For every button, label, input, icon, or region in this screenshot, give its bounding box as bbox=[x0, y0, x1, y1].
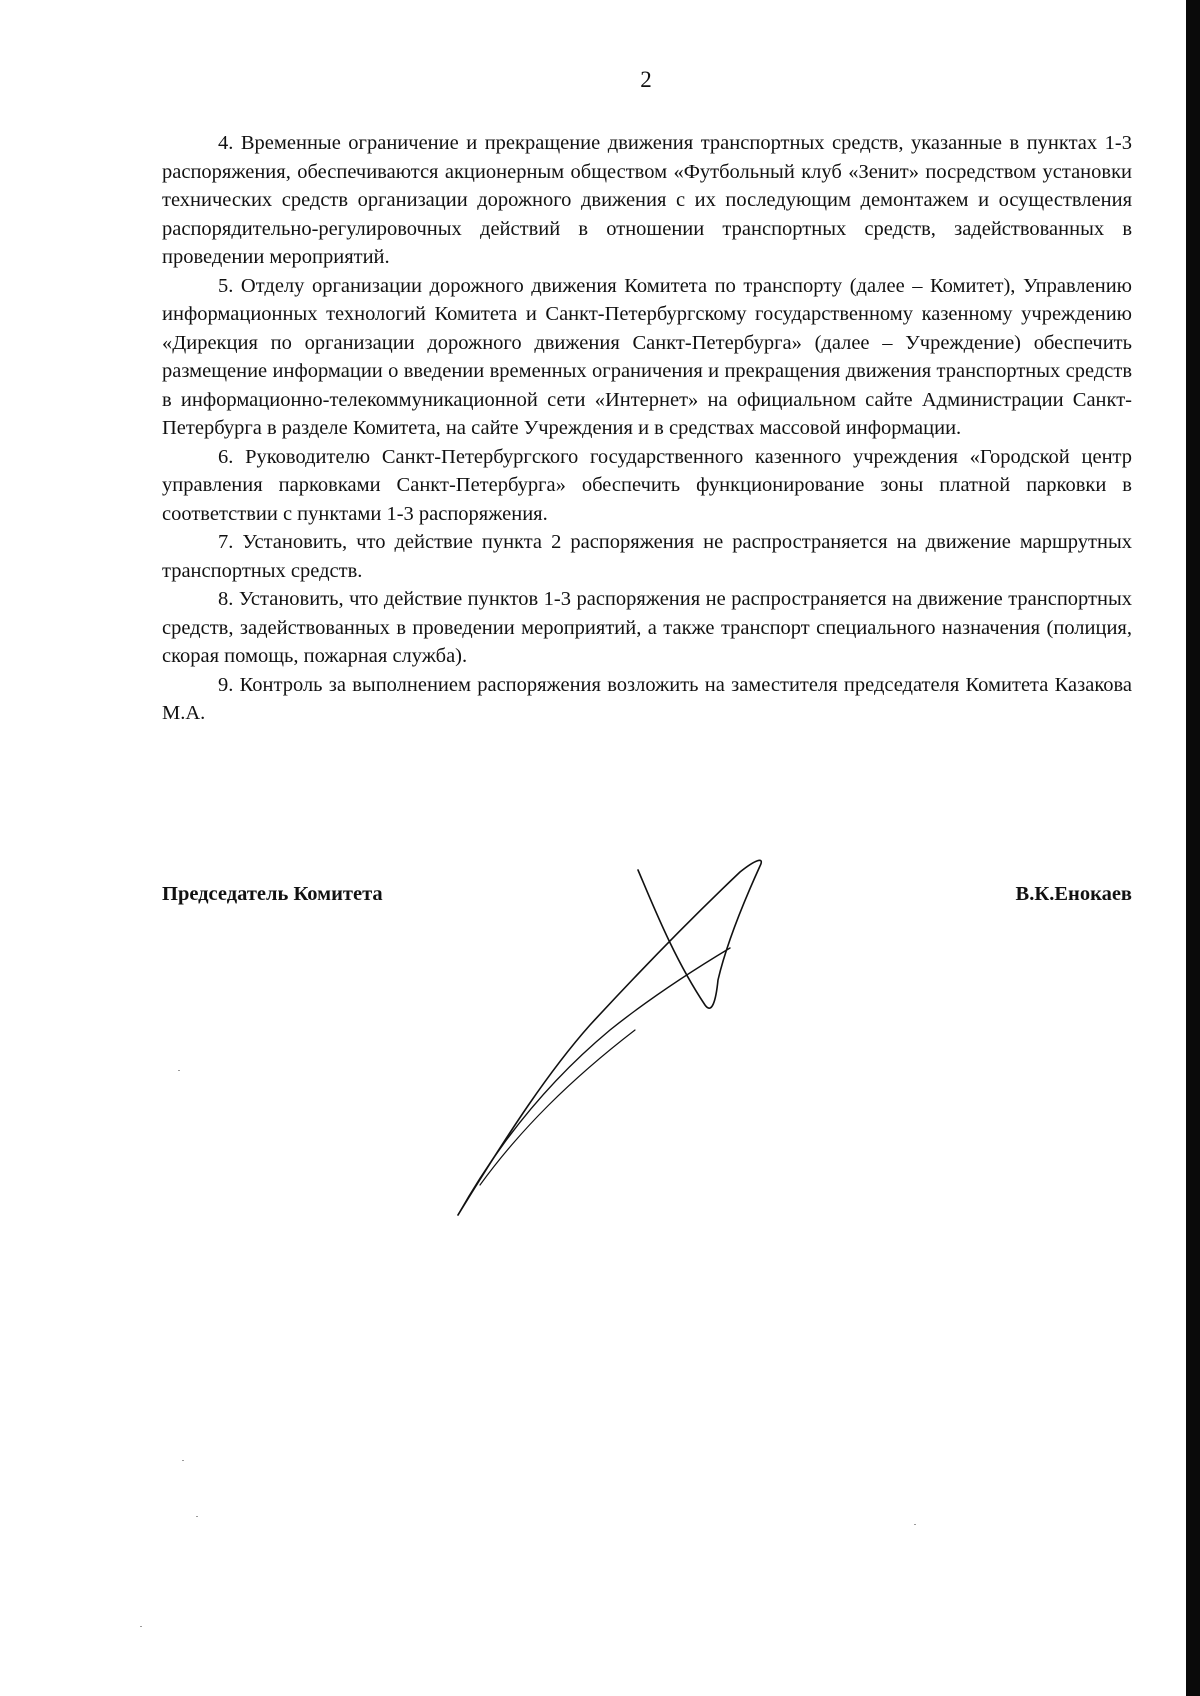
scan-edge bbox=[1186, 0, 1200, 1696]
scan-speck bbox=[140, 1626, 142, 1627]
signatory-position: Председатель Комитета bbox=[162, 883, 383, 905]
handwritten-signature bbox=[440, 850, 780, 1220]
scan-speck bbox=[196, 1516, 198, 1517]
paragraph-8: 8. Установить, что действие пунктов 1-3 распоряжения не распространяется на движение транспортных средств, задействованных в проведении мероприятий, а также транспорт специального назначения (полиция, скорая помощь, пожарная служба). bbox=[162, 588, 1132, 667]
scan-speck bbox=[182, 1460, 184, 1461]
signatory-name: В.К.Енокаев bbox=[1015, 883, 1132, 905]
paragraph-5: 5. Отделу организации дорожного движения Комитета по транспорту (далее – Комитет), Управлению информационных технологий Комитета и Санкт-Петербургскому государственному казенному учреждению «Дирекция по организации дорожного движения Санкт-Петербурга» (далее – Учреждение) обеспечить размещение информации о введении временных ограничения и прекращения движения транспортных средств в информационно-телекоммуникационной сети «Интернет» на официальном сайте Администрации Санкт-Петербурга в разделе Комитета, на сайте Учреждения и в средствах массовой информации. bbox=[162, 274, 1132, 439]
page-number: 2 bbox=[640, 67, 652, 92]
scan-speck bbox=[914, 1524, 916, 1525]
paragraph-7: 7. Установить, что действие пункта 2 распоряжения не распространяется на движение маршрутных транспортных средств. bbox=[162, 531, 1132, 582]
paragraph-9: 9. Контроль за выполнением распоряжения возложить на заместителя председателя Комитета Казакова М.А. bbox=[162, 673, 1132, 724]
paragraph-6: 6. Руководителю Санкт-Петербургского государственного казенного учреждения «Городской центр управления парковками Санкт-Петербурга» обеспечить функционирование зоны платной парковки в соответствии с пунктами 1-3 распоряжения. bbox=[162, 445, 1132, 525]
scan-speck bbox=[178, 1070, 180, 1071]
document-body bbox=[162, 129, 1132, 728]
paragraph-4: 4. Временные ограничение и прекращение движения транспортных средств, указанные в пунктах 1-3 распоряжения, обеспечиваются акционерным обществом «Футбольный клуб «Зенит» посредством установки технических средств организации дорожного движения с их последующим демонтажем и осуществления распорядительно-регулировочных действий в отношении транспортных средств, задействованных в проведении мероприятий. bbox=[162, 132, 1132, 268]
